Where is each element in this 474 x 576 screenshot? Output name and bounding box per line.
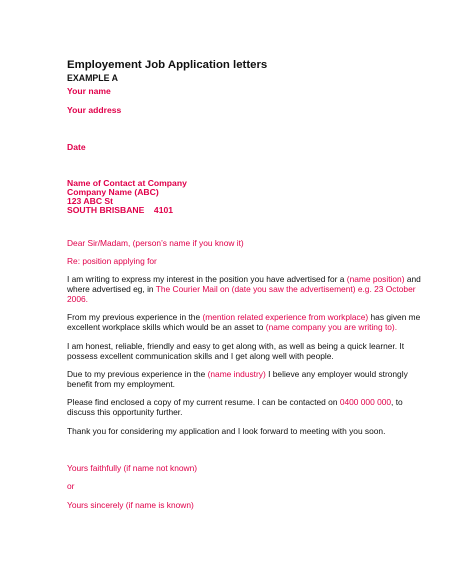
closing-sincerely: Yours sincerely (if name is known) [67,500,194,510]
paragraph-1-line-2 [67,284,416,295]
p4-text-a: Due to my previous experience in the [67,369,206,379]
paragraph-2-line-2 [67,322,397,333]
p5-phone: 0400 000 000 [339,397,392,407]
recipient-city-line [67,205,173,215]
p1-courier-mail: The Courier Mail on (date you saw the advertisement) [155,284,356,294]
paragraph-3-line-2: possess excellent communication skills and I get along well with people. [67,351,334,361]
p5-text-a: Please find enclosed a copy of my current resume. I can be contacted on [67,397,338,407]
recipient-postcode: 4101 [153,205,174,215]
closing-or: or [67,481,75,491]
p1-text-d: where advertised eg, in [67,284,154,294]
example-label: EXAMPLE A [67,73,118,83]
recipient-street: 123 ABC St [67,196,114,206]
p1-text-a: I am writing to express my interest in the position you have advertised for a [67,274,345,284]
p1-example-date: e.g. 23 October [357,284,416,294]
p2-company-name: (name company you are writing to). [265,322,398,332]
paragraph-5-line-1 [67,397,403,408]
p1-name-position: (name position) [346,274,405,284]
recipient-company: Company Name (ABC) [67,187,159,197]
recipient-city: SOUTH BRISBANE [67,205,145,215]
paragraph-6: Thank you for considering my application and I look forward to meeting with you soon. [67,426,386,436]
p2-text-c: has given me [370,312,421,322]
p2-text-d: excellent workplace skills which would be an asset to [67,322,264,332]
paragraph-1-line-1 [67,274,421,285]
your-address-field: Your address [67,105,122,115]
paragraph-4-line-1 [67,369,408,380]
p5-text-c: , to [391,397,403,407]
p4-text-c: I believe any employer would strongly [268,369,408,379]
p2-related-experience: (mention related experience from workplace) [202,312,369,322]
recipient-contact: Name of Contact at Company [67,178,187,188]
p1-text-c: and [406,274,421,284]
closing-faithfully: Yours faithfully (if name not known) [67,463,198,473]
paragraph-4-line-2: benefit from my employment. [67,379,175,389]
p1-year: 2006. [67,294,88,304]
paragraph-2-line-1 [67,312,420,323]
salutation: Dear Sir/Madam, (person’s name if you know it) [67,238,244,248]
date-field: Date [67,142,86,152]
re-line: Re: position applying for [67,256,157,266]
p2-text-a: From my previous experience in the [67,312,201,322]
paragraph-5-line-2: discuss this opportunity further. [67,407,183,417]
document-title: Employement Job Application letters [67,59,268,71]
paragraph-3-line-1: I am honest, reliable, friendly and easy to get along with, as well as being a quick learner. It [67,341,405,351]
your-name-field: Your name [67,86,111,96]
p4-industry: (name industry) [207,369,266,379]
